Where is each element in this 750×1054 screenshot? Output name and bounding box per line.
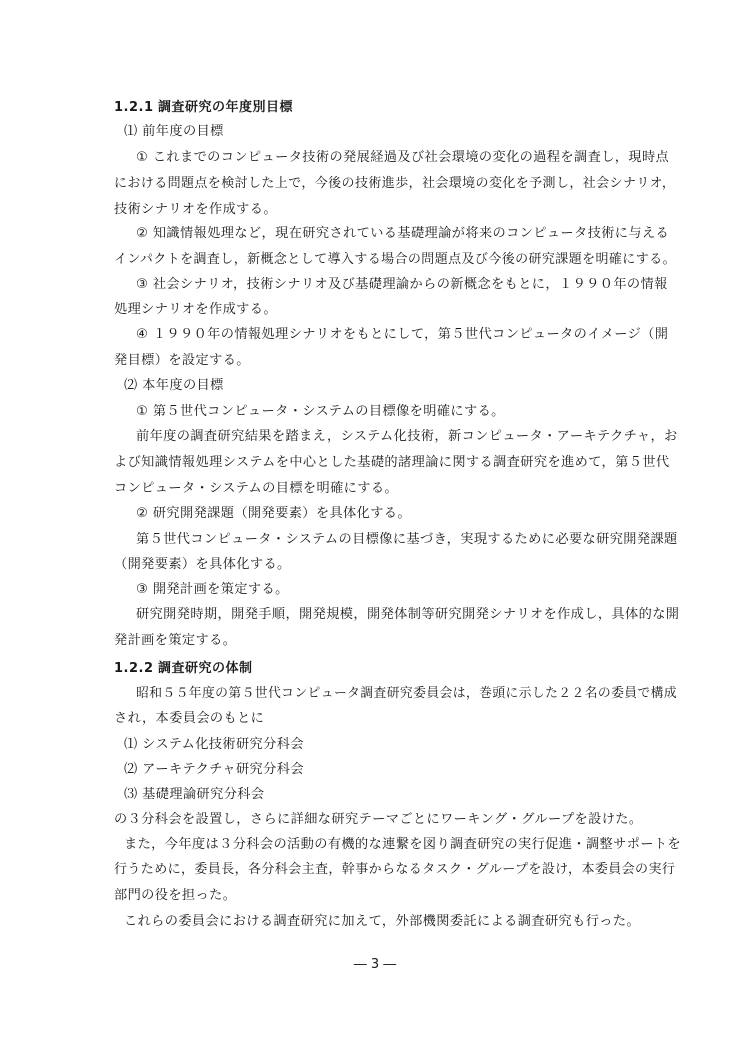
section-number: 1.2.1 [114, 100, 154, 115]
paragraph-line: され，本委員会のもとに [114, 711, 265, 726]
paragraph-line: ② 研究開発課題（開発要素）を具体化する。 [136, 506, 411, 521]
paragraph-line: 部門の役を担った。 [114, 888, 237, 903]
paragraph-line: （開発要素）を具体化する。 [114, 557, 291, 572]
list-item: ⑵ アーキテクチャ研究分科会 [124, 762, 304, 777]
section-title: 調査研究の体制 [158, 661, 253, 676]
section-heading-1-2-2 [114, 657, 253, 676]
list-item: ⑴ システム化技術研究分科会 [124, 737, 304, 752]
page-number: ― 3 ― [353, 957, 397, 972]
paragraph-line: 前年度の調査研究結果を踏まえ，システム化技術，新コンピュータ・アーキテクチャ，お [136, 429, 678, 444]
section-heading-1-2-1 [114, 96, 293, 115]
paragraph-line: 昭和５５年度の第５世代コンピュータ調査研究委員会は，巻頭に示した２２名の委員で構成 [136, 686, 678, 701]
paragraph-line: 処理シナリオを作成する。 [114, 302, 277, 317]
paragraph-line: における問題点を検討した上で，今後の技術進歩，社会環境の変化を予測し，社会シナリオ， [114, 176, 676, 191]
paragraph-line: 技術シナリオを作成する。 [114, 202, 277, 217]
paragraph-line: ③ 社会シナリオ，技術シナリオ及び基礎理論からの新概念をもとに，１９９０年の情報 [136, 277, 668, 292]
paragraph-line: 行うために，委員長，各分科会主査，幹事からなるタスク・グループを設け，本委員会の実行 [114, 862, 676, 877]
paragraph-line: ① 第５世代コンピュータ・システムの目標像を明確にする。 [136, 404, 505, 419]
subsection-heading: ⑴ 前年度の目標 [124, 124, 224, 139]
paragraph-line: ③ 開発計画を策定する。 [136, 582, 289, 597]
paragraph-line: インパクトを調査し，新概念として導入する場合の問題点及び今後の研究課題を明確にする。 [114, 252, 676, 267]
section-number: 1.2.2 [114, 661, 154, 676]
paragraph-line: ① これまでのコンピュータ技術の発展経過及び社会環境の変化の過程を調査し，現時点 [136, 150, 670, 165]
paragraph-line: 第５世代コンピュータ・システムの目標像に基づき，実現するために必要な研究開発課題 [136, 532, 678, 547]
paragraph-line: よび知識情報処理システムを中心とした基礎的諸理論に関する調査研究を進めて，第５世代 [114, 455, 670, 470]
paragraph-line: ② 知識情報処理など，現在研究されている基礎理論が将来のコンピュータ技術に与える [136, 226, 670, 241]
paragraph-line: 発計画を策定する。 [114, 633, 237, 648]
paragraph-line: コンピュータ・システムの目標を明確にする。 [114, 481, 399, 496]
list-item: ⑶ 基礎理論研究分科会 [124, 787, 265, 802]
paragraph-line: 発目標）を設定する。 [114, 353, 250, 368]
paragraph-line: ④ １９９０年の情報処理シナリオをもとにして，第５世代コンピュータのイメージ（開 [136, 327, 669, 342]
paragraph-line: の３分科会を設置し，さらに詳細な研究テーマごとにワーキング・グループを設けた。 [114, 812, 643, 827]
section-title: 調査研究の年度別目標 [158, 100, 294, 115]
paragraph-line: また，今年度は３分科会の活動の有機的な連繋を図り調査研究の実行促進・調整サポートを [124, 837, 682, 852]
paragraph-line: これらの委員会における調査研究に加えて，外部機関委託による調査研究も行った。 [124, 914, 641, 929]
subsection-heading: ⑵ 本年度の目標 [124, 378, 224, 393]
paragraph-line: 研究開発時期，開発手順，開発規模，開発体制等研究開発シナリオを作成し，具体的な開 [136, 607, 680, 622]
